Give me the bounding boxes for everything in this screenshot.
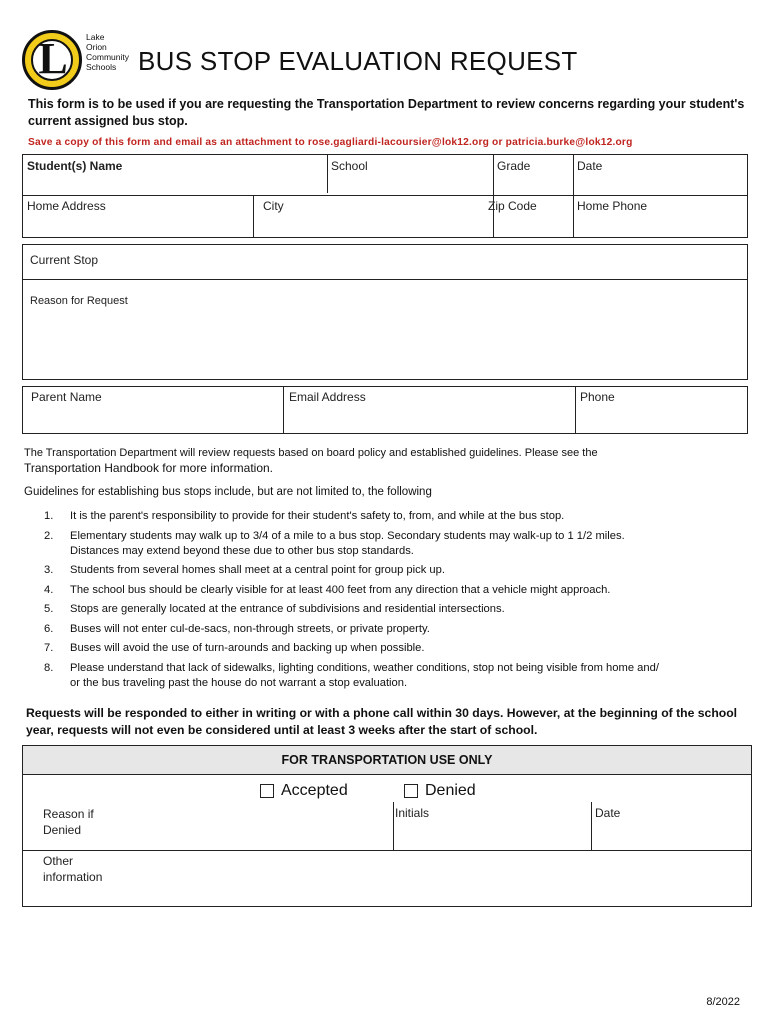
guidelines-intro: Guidelines for establishing bus stops include, but are not limited to, the following bbox=[24, 486, 432, 498]
save-instructions: Save a copy of this form and email as an attachment to rose.gagliardi-lacoursier@lok12.org or patricia.burke@lok12.org bbox=[28, 137, 633, 148]
logo-line: Lake bbox=[86, 32, 105, 42]
review-text bbox=[24, 446, 754, 476]
list-item: 8. Please understand that lack of sidewalks, lighting conditions, weather conditions, stop not being visible from home and/ or the bus traveling past the house do not warrant a stop evaluation. bbox=[44, 661, 659, 689]
stop-reason-table bbox=[22, 244, 748, 380]
list-item: 6. Buses will not enter cul-de-sacs, non-through streets, or private property. bbox=[44, 622, 430, 635]
logo-line: Schools bbox=[86, 62, 117, 72]
parent-info-table bbox=[22, 386, 748, 434]
grade-field[interactable]: Grade bbox=[497, 159, 531, 173]
date-field[interactable]: Date bbox=[577, 159, 603, 173]
city-field[interactable]: City bbox=[263, 199, 284, 213]
initials-field[interactable]: Initials bbox=[395, 806, 430, 820]
home-phone-field[interactable]: Home Phone bbox=[577, 199, 648, 213]
list-item: 4. The school bus should be clearly visible for at least 400 feet from any direction that a vehicle might approach. bbox=[44, 583, 611, 596]
reason-for-request-field[interactable]: Reason for Request bbox=[30, 295, 128, 307]
page-title: BUS STOP EVALUATION REQUEST bbox=[138, 46, 578, 76]
review-text-line: Transportation Handbook for more information. bbox=[24, 461, 274, 475]
transportation-header: FOR TRANSPORTATION USE ONLY bbox=[23, 746, 751, 775]
denied-label: Denied bbox=[425, 782, 476, 799]
list-item: 2. Elementary students may walk up to 3/4 of a mile to a bus stop. Secondary students may walk-up to 1 1/2 miles. Distances may extend beyond these due to other bus stop standards. bbox=[44, 529, 625, 557]
phone-field[interactable]: Phone bbox=[580, 390, 615, 404]
list-item: 1. It is the parent's responsibility to provide for their student's safety to, from, and while at the bus stop. bbox=[44, 510, 565, 522]
list-item: 3. Students from several homes shall meet at a central point for group pick up. bbox=[44, 564, 445, 576]
student-info-table bbox=[22, 154, 748, 238]
denied-checkbox[interactable] bbox=[404, 784, 418, 798]
logo-line: Community bbox=[86, 52, 129, 62]
school-logo-text bbox=[86, 32, 129, 72]
transportation-use-table bbox=[22, 745, 752, 907]
logo-line: Orion bbox=[86, 42, 107, 52]
transport-date-field[interactable]: Date bbox=[595, 806, 621, 820]
home-address-field[interactable]: Home Address bbox=[27, 199, 106, 213]
list-item: 5. Stops are generally located at the entrance of subdivisions and residential intersections. bbox=[44, 603, 505, 615]
school-field[interactable]: School bbox=[331, 159, 368, 173]
student-name-field[interactable]: Student(s) Name bbox=[27, 159, 123, 173]
review-text-line: The Transportation Department will review requests based on board policy and established guidelines. Please see the bbox=[24, 447, 598, 459]
parent-name-field[interactable]: Parent Name bbox=[31, 390, 102, 404]
school-logo-letter: L bbox=[38, 34, 68, 83]
zip-code-field[interactable]: Zip Code bbox=[488, 199, 537, 213]
accepted-label: Accepted bbox=[281, 782, 348, 799]
list-item: 7. Buses will avoid the use of turn-arounds and backing up when possible. bbox=[44, 642, 425, 654]
accepted-checkbox[interactable] bbox=[260, 784, 274, 798]
other-information-field[interactable]: Other information bbox=[43, 854, 103, 884]
reason-if-denied-field[interactable]: Reason if Denied bbox=[43, 807, 94, 837]
current-stop-field[interactable]: Current Stop bbox=[30, 253, 99, 267]
guidelines-list bbox=[24, 509, 744, 695]
response-note: Requests will be responded to either in writing or with a phone call within 30 days. However, at the beginning of the school year, requests will not even be considered until at least 3 weeks after the start of school. bbox=[26, 706, 738, 737]
revision-date: 8/2022 bbox=[706, 996, 740, 1008]
email-address-field[interactable]: Email Address bbox=[289, 390, 366, 404]
intro-text: This form is to be used if you are requesting the Transportation Department to review concerns regarding your student's current assigned bus stop. bbox=[28, 97, 745, 128]
